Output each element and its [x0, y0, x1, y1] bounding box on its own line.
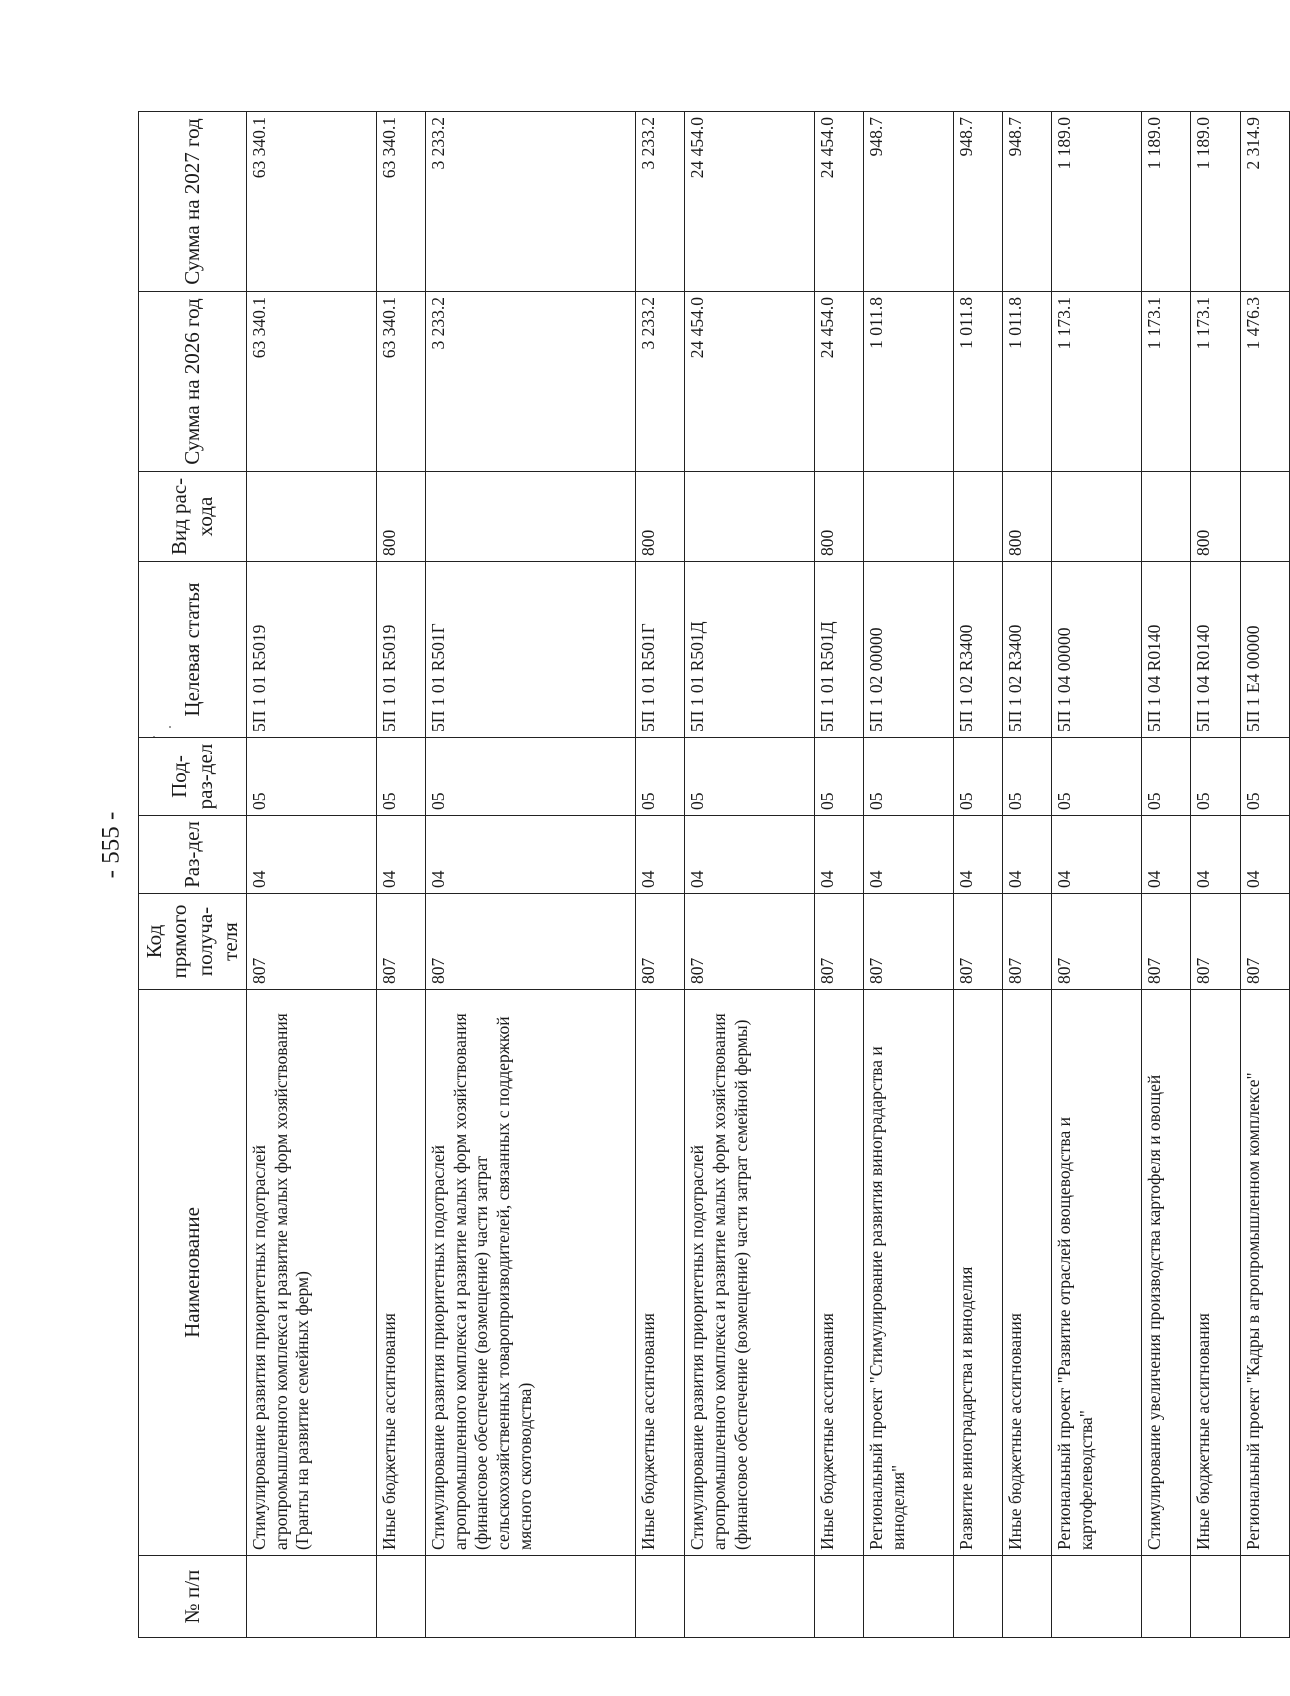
cell-target-article: 5П 1 Е4 00000	[1240, 562, 1289, 738]
cell-expense-type	[685, 472, 815, 562]
cell-target-article: 5П 1 01 R501Д	[814, 562, 863, 738]
cell-subsection: 05	[864, 738, 953, 816]
cell-sum-2026: 63 340.1	[247, 292, 377, 472]
table-row	[864, 112, 953, 1638]
cell-number	[1052, 1556, 1141, 1638]
cell-sum-2027: 63 340.1	[247, 112, 377, 292]
cell-number	[247, 1556, 377, 1638]
cell-target-article: 5П 1 02 R3400	[1002, 562, 1051, 738]
cell-number	[1002, 1556, 1051, 1638]
cell-recipient-code: 807	[1141, 894, 1190, 990]
cell-sum-2026: 3 233.2	[425, 292, 635, 472]
cell-target-article: 5П 1 02 00000	[864, 562, 953, 738]
cell-expense-type	[247, 472, 377, 562]
col-header-target-article: Целевая статья	[139, 562, 247, 738]
col-header-subsection: Под-раз-дел	[139, 738, 247, 816]
cell-recipient-code: 807	[425, 894, 635, 990]
col-header-recipient-code: Код прямого получа-теля	[139, 894, 247, 990]
cell-name: Региональный проект "Стимулирование развития виноградарства и виноделия"	[864, 990, 953, 1556]
cell-recipient-code: 807	[685, 894, 815, 990]
cell-expense-type	[953, 472, 1002, 562]
table-row	[247, 112, 377, 1638]
cell-name: Иные бюджетные ассигнования	[1191, 990, 1240, 1556]
page-number-text: - 555 -	[97, 811, 124, 879]
cell-expense-type	[1240, 472, 1289, 562]
table-row	[953, 112, 1002, 1638]
col-header-sum-2027: Сумма на 2027 год	[139, 112, 247, 292]
cell-number	[953, 1556, 1002, 1638]
cell-sum-2027: 1 189.0	[1141, 112, 1190, 292]
table-row	[814, 112, 863, 1638]
cell-target-article: 5П 1 01 R5019	[376, 562, 425, 738]
cell-sum-2026: 1 011.8	[953, 292, 1002, 472]
cell-expense-type	[1141, 472, 1190, 562]
page-number	[86, 790, 136, 900]
cell-name: Иные бюджетные ассигнования	[376, 990, 425, 1556]
cell-subsection: 05	[1240, 738, 1289, 816]
cell-section: 04	[1002, 816, 1051, 894]
cell-sum-2026: 1 173.1	[1141, 292, 1190, 472]
cell-section: 04	[425, 816, 635, 894]
cell-sum-2026: 63 340.1	[376, 292, 425, 472]
table-row	[685, 112, 815, 1638]
cell-sum-2026: 1 011.8	[1002, 292, 1051, 472]
cell-recipient-code: 807	[1052, 894, 1141, 990]
cell-section: 04	[1191, 816, 1240, 894]
cell-sum-2027: 948.7	[864, 112, 953, 292]
cell-section: 04	[247, 816, 377, 894]
table-row	[1052, 112, 1141, 1638]
cell-target-article: 5П 1 04 R0140	[1191, 562, 1240, 738]
cell-recipient-code: 807	[376, 894, 425, 990]
table-row	[1002, 112, 1051, 1638]
cell-name: Стимулирование развития приоритетных подотраслей агропромышленного комплекса и развитие малых форм хозяйствования (финансовое обеспечение (возмещение) части затрат семейной фермы)	[685, 990, 815, 1556]
cell-expense-type: 800	[814, 472, 863, 562]
cell-name: Стимулирование развития приоритетных подотраслей агропромышленного комплекса и развитие малых форм хозяйствования (Гранты на развитие семейных ферм)	[247, 990, 377, 1556]
cell-target-article: 5П 1 01 R501Д	[685, 562, 815, 738]
cell-subsection: 05	[953, 738, 1002, 816]
cell-subsection: 05	[425, 738, 635, 816]
cell-recipient-code: 807	[1240, 894, 1289, 990]
table-row	[635, 112, 684, 1638]
cell-target-article: 5П 1 04 00000	[1052, 562, 1141, 738]
cell-name: Стимулирование увеличения производства картофеля и овощей	[1141, 990, 1190, 1556]
cell-subsection: 05	[1141, 738, 1190, 816]
cell-recipient-code: 807	[953, 894, 1002, 990]
cell-sum-2027: 1 189.0	[1052, 112, 1141, 292]
cell-sum-2027: 3 233.2	[425, 112, 635, 292]
cell-name: Иные бюджетные ассигнования	[814, 990, 863, 1556]
cell-number	[1240, 1556, 1289, 1638]
cell-subsection: 05	[376, 738, 425, 816]
cell-number	[1191, 1556, 1240, 1638]
cell-section: 04	[864, 816, 953, 894]
col-header-name: Наименование	[139, 990, 247, 1556]
cell-sum-2027: 24 454.0	[685, 112, 815, 292]
cell-name: Иные бюджетные ассигнования	[1002, 990, 1051, 1556]
cell-sum-2026: 24 454.0	[685, 292, 815, 472]
cell-number	[376, 1556, 425, 1638]
cell-section: 04	[685, 816, 815, 894]
cell-sum-2027: 948.7	[953, 112, 1002, 292]
cell-expense-type: 800	[376, 472, 425, 562]
cell-sum-2027: 1 189.0	[1191, 112, 1240, 292]
cell-number	[425, 1556, 635, 1638]
cell-name: Региональный проект "Кадры в агропромышленном комплексе"	[1240, 990, 1289, 1556]
cell-target-article: 5П 1 04 R0140	[1141, 562, 1190, 738]
cell-name: Стимулирование развития приоритетных подотраслей агропромышленного комплекса и развитие малых форм хозяйствования (финансовое обеспечение (возмещение) части затрат сельскохозяйственных товаропроизводителей, связанных с поддержкой мясного скотоводства)	[425, 990, 635, 1556]
cell-recipient-code: 807	[814, 894, 863, 990]
cell-sum-2026: 3 233.2	[635, 292, 684, 472]
cell-recipient-code: 807	[247, 894, 377, 990]
cell-section: 04	[376, 816, 425, 894]
cell-target-article: 5П 1 02 R3400	[953, 562, 1002, 738]
table-row	[425, 112, 635, 1638]
cell-number	[1141, 1556, 1190, 1638]
cell-expense-type: 800	[1191, 472, 1240, 562]
col-header-expense-type: Вид рас-хода	[139, 472, 247, 562]
cell-subsection: 05	[814, 738, 863, 816]
col-header-number: № п/п	[139, 1556, 247, 1638]
cell-sum-2026: 1 011.8	[864, 292, 953, 472]
cell-sum-2027: 63 340.1	[376, 112, 425, 292]
cell-sum-2027: 2 314.9	[1240, 112, 1289, 292]
cell-sum-2027: 948.7	[1002, 112, 1051, 292]
cell-subsection: 05	[1002, 738, 1051, 816]
cell-target-article: 5П 1 01 R5019	[247, 562, 377, 738]
cell-number	[685, 1556, 815, 1638]
cell-sum-2027: 3 233.2	[635, 112, 684, 292]
cell-number	[864, 1556, 953, 1638]
cell-subsection: 05	[1191, 738, 1240, 816]
table-row	[1141, 112, 1190, 1638]
col-header-sum-2026: Сумма на 2026 год	[139, 292, 247, 472]
cell-recipient-code: 807	[1002, 894, 1051, 990]
cell-section: 04	[953, 816, 1002, 894]
cell-sum-2026: 1 476.3	[1240, 292, 1289, 472]
cell-expense-type	[425, 472, 635, 562]
cell-recipient-code: 807	[1191, 894, 1240, 990]
budget-sheet	[138, 112, 1290, 1638]
cell-recipient-code: 807	[864, 894, 953, 990]
cell-section: 04	[1240, 816, 1289, 894]
budget-table	[138, 111, 1290, 1638]
cell-name: Региональный проект "Развитие отраслей овощеводства и картофелеводства"	[1052, 990, 1141, 1556]
cell-subsection: 05	[1052, 738, 1141, 816]
cell-expense-type	[864, 472, 953, 562]
cell-target-article: 5П 1 01 R501Г	[425, 562, 635, 738]
cell-subsection: 05	[247, 738, 377, 816]
cell-subsection: 05	[635, 738, 684, 816]
cell-subsection: 05	[685, 738, 815, 816]
cell-number	[635, 1556, 684, 1638]
cell-expense-type: 800	[635, 472, 684, 562]
cell-section: 04	[1141, 816, 1190, 894]
cell-target-article: 5П 1 01 R501Г	[635, 562, 684, 738]
cell-section: 04	[1052, 816, 1141, 894]
cell-name: Развитие виноградарства и виноделия	[953, 990, 1002, 1556]
cell-expense-type: 800	[1002, 472, 1051, 562]
header-row	[139, 112, 247, 1638]
table-row	[376, 112, 425, 1638]
table-row	[1240, 112, 1289, 1638]
cell-sum-2026: 24 454.0	[814, 292, 863, 472]
cell-name: Иные бюджетные ассигнования	[635, 990, 684, 1556]
table-row	[1191, 112, 1240, 1638]
col-header-section: Раз-дел	[139, 816, 247, 894]
cell-sum-2027: 24 454.0	[814, 112, 863, 292]
cell-recipient-code: 807	[635, 894, 684, 990]
cell-sum-2026: 1 173.1	[1052, 292, 1141, 472]
table-body	[247, 112, 1290, 1638]
cell-number	[814, 1556, 863, 1638]
cell-section: 04	[635, 816, 684, 894]
cell-expense-type	[1052, 472, 1141, 562]
cell-sum-2026: 1 173.1	[1191, 292, 1240, 472]
cell-section: 04	[814, 816, 863, 894]
